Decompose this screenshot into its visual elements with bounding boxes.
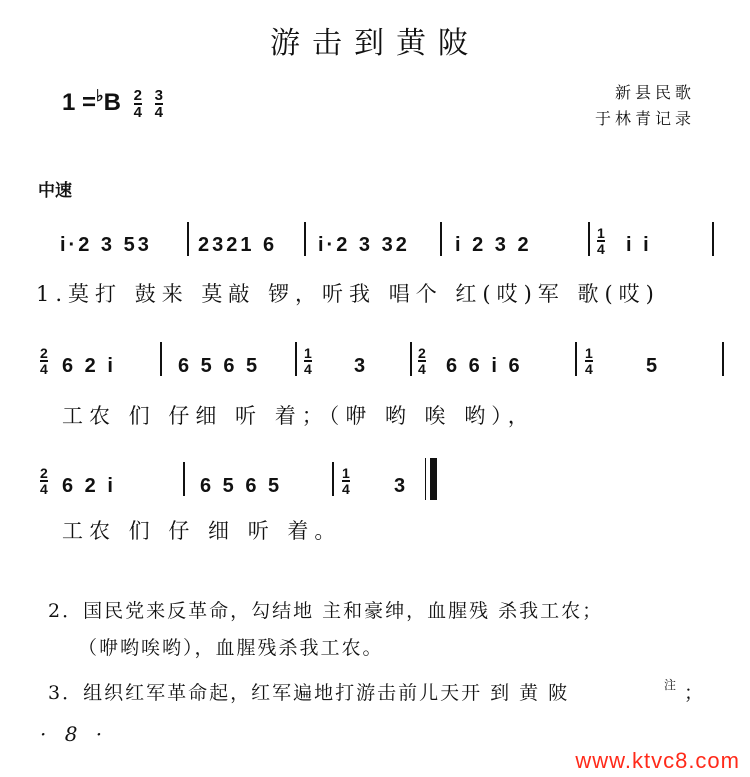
verse-3-punctuation: ； [684, 682, 704, 704]
barline [575, 342, 577, 376]
measure-7: 6 5 6 5 [178, 355, 261, 377]
time-signature-2: $\frac{3}{4}$ [154, 86, 163, 121]
key-note: B [103, 89, 121, 116]
flat-icon: ♭ [96, 88, 104, 105]
lyrics-line-1: 1.莫打 鼓来 莫敲 锣，听我 唱个 红(哎)军 歌(哎) [36, 282, 660, 306]
barline [440, 222, 442, 256]
tempo-marking: 中速 [38, 181, 72, 200]
barline [588, 222, 590, 256]
lyrics-line-3: 工农 们 仔 细 听 着。 [62, 519, 342, 543]
barline [160, 342, 162, 376]
barline [183, 462, 185, 496]
time-change: 1 4 [585, 345, 593, 377]
time-change: 2 4 [40, 345, 48, 377]
measure-4: i 2 3 2 [455, 234, 532, 256]
barline [722, 342, 724, 376]
time-change: 1 4 [304, 345, 312, 377]
measure-3: i·2 3 32 [318, 234, 410, 256]
time-change: 2 4 [40, 465, 48, 497]
measure-6: 6 2 i [62, 355, 116, 377]
verse-3-line-1: 3．组织红军革命起，红军遍地打游击前儿天开 到 黄 陂 [48, 682, 570, 704]
verse-2-line-1: 2．国民党来反革命，勾结地 主和豪绅，血腥残 杀我工农； [48, 600, 604, 622]
barline [187, 222, 189, 256]
measure-11: 6 2 i [62, 475, 116, 497]
time-change: 1 4 [342, 465, 350, 497]
final-barline-thick [430, 458, 437, 500]
measure-13: 3 [394, 475, 409, 497]
footnote-marker: 注 [664, 678, 677, 692]
measure-2: 2321 6 [198, 234, 278, 256]
barline [712, 222, 714, 256]
measure-12: 6 5 6 5 [200, 475, 283, 497]
barline [295, 342, 297, 376]
time-change: 1 4 [597, 225, 605, 257]
song-title: 游击到黄陂 [270, 26, 480, 61]
measure-10: 5 [646, 355, 661, 377]
measure-8: 3 [354, 355, 369, 377]
source-origin: 新县民歌 [614, 83, 695, 102]
watermark: www.ktvc8.com [575, 748, 740, 773]
barline [304, 222, 306, 256]
key-prefix: 1 = [62, 89, 97, 116]
measure-9: 6 6 i 6 [446, 355, 523, 377]
barline [410, 342, 412, 376]
key-signature [62, 86, 163, 120]
measure-5: i i [626, 234, 652, 256]
lyrics-line-2: 工农 们 仔细 听 着；（咿 哟 唉 哟）， [62, 404, 535, 428]
final-barline-thin [425, 458, 426, 500]
verse-2-line-2: （咿哟唉哟），血腥残杀我工农。 [78, 637, 384, 659]
barline [332, 462, 334, 496]
page-number: · 8 · [40, 722, 109, 746]
source-recorder: 于林青记录 [594, 109, 695, 128]
time-change: 2 4 [418, 345, 426, 377]
measure-1: i·2 3 53 [60, 234, 152, 256]
time-signature-1: $\frac{2}{4}$ [133, 86, 142, 121]
